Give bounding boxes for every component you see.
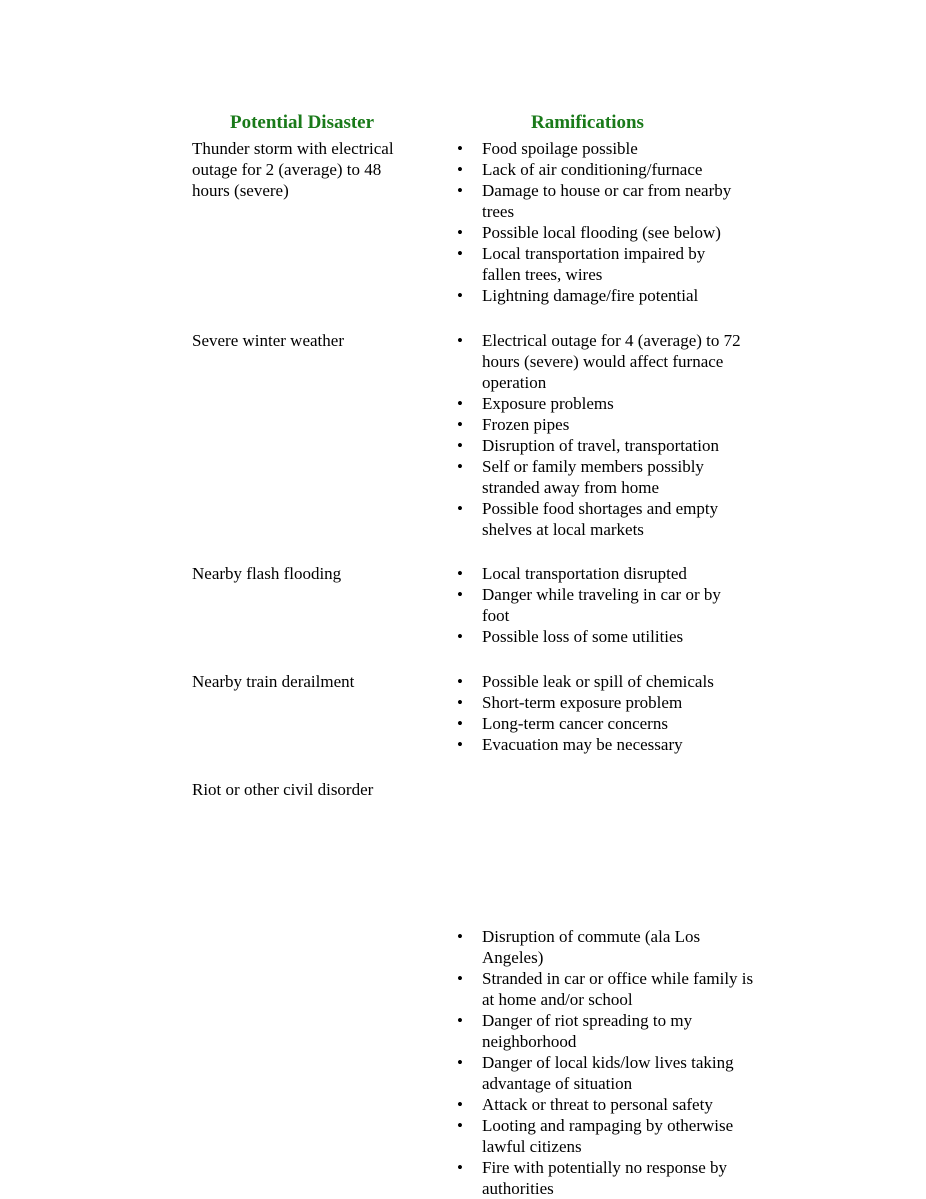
- bullet-icon: •: [457, 1158, 463, 1177]
- list-item: • Evacuation may be necessary: [450, 734, 770, 755]
- disaster-flash-flooding: Nearby flash flooding: [192, 564, 342, 583]
- bullet-icon: •: [457, 223, 463, 242]
- list-item: • Possible local flooding (see below): [450, 222, 770, 243]
- bullet-icon: •: [457, 160, 463, 179]
- list-item: • Exposure problems: [450, 393, 770, 414]
- list-item: • Looting and rampaging by otherwise lawful citizens: [450, 1115, 770, 1157]
- header-potential-disaster: Potential Disaster: [230, 112, 375, 133]
- bullet-icon: •: [457, 564, 463, 583]
- header-ramifications: Ramifications: [531, 112, 644, 133]
- bullet-icon: •: [457, 627, 463, 646]
- bullet-icon: •: [457, 672, 463, 691]
- list-item: • Possible food shortages and empty shelves at local markets: [450, 498, 770, 540]
- bullet-icon: •: [457, 244, 463, 263]
- list-item: • Electrical outage for 4 (average) to 72 hours (severe) would affect furnace operation: [450, 330, 770, 393]
- bullet-icon: •: [457, 436, 463, 455]
- ramifications-list-riot: [450, 926, 770, 1199]
- list-item: • Fire with potentially no response by authorities: [450, 1157, 770, 1199]
- bullet-icon: •: [457, 1011, 463, 1030]
- list-item: • Disruption of commute (ala Los Angeles): [450, 926, 770, 968]
- list-item: • Lightning damage/fire potential: [450, 285, 770, 306]
- list-item: • Self or family members possibly stranded away from home: [450, 456, 770, 498]
- bullet-icon: •: [457, 139, 463, 158]
- list-item: • Local transportation impaired by fallen trees, wires: [450, 243, 770, 285]
- bullet-icon: •: [457, 735, 463, 754]
- bullet-icon: •: [457, 1053, 463, 1072]
- disaster-severe-winter: Severe winter weather: [192, 331, 344, 350]
- list-item: • Attack or threat to personal safety: [450, 1094, 770, 1115]
- bullet-icon: •: [457, 394, 463, 413]
- bullet-icon: •: [457, 457, 463, 476]
- bullet-icon: •: [457, 693, 463, 712]
- list-item: • Possible loss of some utilities: [450, 626, 770, 647]
- ramifications-list-flash-flooding: [450, 563, 770, 647]
- bullet-icon: •: [457, 1116, 463, 1135]
- list-item: • Danger of riot spreading to my neighborhood: [450, 1010, 770, 1052]
- bullet-icon: •: [457, 714, 463, 733]
- list-item: • Possible leak or spill of chemicals: [450, 671, 770, 692]
- bullet-icon: •: [457, 181, 463, 200]
- disaster-train-derailment: Nearby train derailment: [192, 672, 355, 691]
- ramifications-list-train-derailment: [450, 671, 770, 755]
- bullet-icon: •: [457, 969, 463, 988]
- list-item: • Frozen pipes: [450, 414, 770, 435]
- list-item: • Local transportation disrupted: [450, 563, 770, 584]
- list-item: • Damage to house or car from nearby trees: [450, 180, 770, 222]
- disaster-thunder-storm: Thunder storm with electrical outage for 2 (average) to 48 hours (severe): [192, 139, 394, 200]
- bullet-icon: •: [457, 415, 463, 434]
- list-item: • Stranded in car or office while family is at home and/or school: [450, 968, 770, 1010]
- list-item: • Lack of air conditioning/furnace: [450, 159, 770, 180]
- list-item: • Danger of local kids/low lives taking advantage of situation: [450, 1052, 770, 1094]
- list-item: • Disruption of travel, transportation: [450, 435, 770, 456]
- ramifications-list-severe-winter: [450, 330, 770, 540]
- bullet-icon: •: [457, 927, 463, 946]
- list-item: • Long-term cancer concerns: [450, 713, 770, 734]
- ramifications-list-thunder-storm: [450, 138, 770, 306]
- bullet-icon: •: [457, 331, 463, 350]
- bullet-icon: •: [457, 1095, 463, 1114]
- list-item: • Danger while traveling in car or by foot: [450, 584, 770, 626]
- disaster-riot: Riot or other civil disorder: [192, 780, 374, 799]
- bullet-icon: •: [457, 585, 463, 604]
- list-item: • Food spoilage possible: [450, 138, 770, 159]
- list-item: • Short-term exposure problem: [450, 692, 770, 713]
- bullet-icon: •: [457, 499, 463, 518]
- bullet-icon: •: [457, 286, 463, 305]
